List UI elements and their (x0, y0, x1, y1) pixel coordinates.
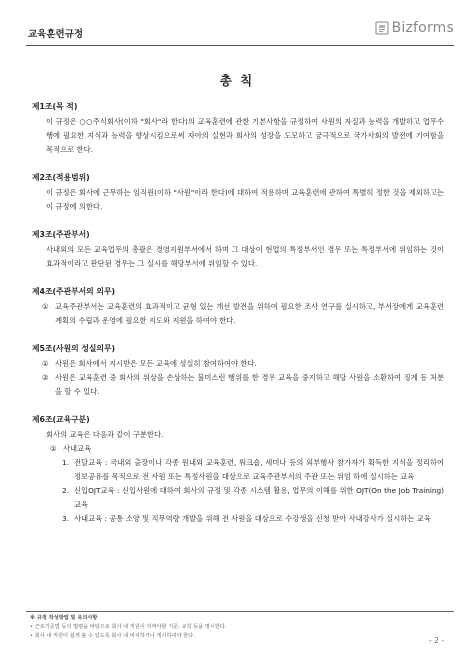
article-body: 사내외의 모든 교육업무의 총괄은 경영지원부서에서 하며 그 대상이 현업의 특정부서인 경우 또는 특정부서에 위임하는 것이 효과적이라고 판단된 경우는 그 실시를 해당부서에 위임할 수 있다. (46, 245, 444, 268)
article-intro: 회사의 교육은 다음과 같이 구분한다. (46, 430, 164, 439)
item-text: 교육주관부서는 교육훈련의 효과적이고 균형 있는 개선 발전을 위하여 필요한 조사 연구를 실시하고, 부서장에게 교육훈련계획의 수립과 운영에 필요한 지도와 지원을 하여야 한다. (55, 302, 444, 325)
sub-item-text: 전달교육 : 국내외 출장이나 각종 원내외 교육훈련, 워크숍, 세미나 등의 외부행사 참가자가 획득한 지식을 정리하여 정보공유를 목적으로 전 사원 또는 특정사원을 대상으로 교육주관부서의 주관 또는 위임 하에 실시하는 교육 (74, 458, 444, 481)
item-text: 사원은 교육훈련 중 회사의 위상을 손상하는 불미스런 행위를 한 경우 교육을 중지하고 해당 사원을 소환하여 징계 등 처분을 할 수 있다. (55, 373, 444, 396)
page-number: - 2 - (429, 636, 444, 645)
footnote-line: • 회사 내 직원이 쉽게 볼 수 있도록 회사 내 비치하거나 게시하여야 한다. (30, 633, 195, 639)
article-body: 이 규정은 ○○주식회사(이하 "회사"라 한다)의 교육훈련에 관한 기본사항을 규정하여 사원의 자질과 능력을 개발하고 업무수행에 필요한 지식과 능력을 향상시킴으로써 자아의 실현과 회사의 성장을 도모하고 궁극적으로 국가사회의 발전에 기여함을 목적으로 한다. (46, 117, 444, 154)
list-item (32, 442, 444, 456)
footer-divider (26, 611, 454, 612)
list-item (32, 300, 444, 328)
sub-item (32, 512, 444, 526)
footnote (30, 614, 227, 641)
sub-item-text: 사내교육 : 공통 소양 및 직무역량 개발을 위해 전 사원을 대상으로 수강생을 신청 받아 사내강사가 실시하는 교육 (74, 514, 431, 523)
sub-item-marker: 3. (62, 514, 69, 523)
article-4 (32, 285, 444, 328)
article-title: 제5조(사원의 성실의무) (32, 344, 116, 353)
sub-item-marker: 1. (62, 458, 69, 467)
sub-item (32, 456, 444, 484)
item-text: 사원은 회사에서 지시받은 모든 교육에 성실히 참여하여야 한다. (55, 359, 257, 368)
chapter-title: 총 칙 (219, 73, 255, 88)
list-item (32, 357, 444, 371)
footnote-line: • 근로기준법 등의 법령을 바탕으로 회사 내 직원이 지켜야할 기준, 규칙 등을 명시한다. (30, 624, 227, 630)
article-title: 제1조(목 적) (32, 102, 78, 111)
article-2 (32, 171, 444, 214)
document-title: 교육훈련규정 (28, 29, 84, 40)
article-5 (32, 342, 444, 399)
article-title: 제3조(주관부서) (32, 230, 90, 239)
sub-item (32, 484, 444, 512)
sub-item-marker: 2. (62, 486, 69, 495)
article-title: 제6조(교육구분) (32, 415, 90, 424)
article-title: 제2조(적용범위) (32, 173, 90, 182)
document-body (32, 100, 444, 540)
item-marker: ① (42, 359, 49, 368)
item-marker: ① (50, 444, 57, 453)
item-marker: ① (42, 302, 49, 311)
page-header (26, 20, 454, 46)
article-body: 이 규정은 회사에 근무하는 임직원(이하 "사원"이라 한다)에 대하여 적용하며 교육훈련에 관하여 특별히 정한 것을 제외하고는 이 규정에 의한다. (46, 188, 444, 211)
header-divider (26, 45, 454, 46)
sub-item-text: 신입OJT교육 : 신입사원에 대하여 회사의 규정 및 각종 시스템 활용, 업무의 이해를 위한 OJT(On the Job Training) 교육 (74, 486, 444, 509)
article-title: 제4조(주관부서의 의무) (32, 287, 116, 296)
article-3 (32, 228, 444, 271)
item-text: 사내교육 (63, 444, 92, 453)
article-1 (32, 100, 444, 157)
item-marker: ② (42, 373, 49, 382)
list-item (32, 371, 444, 399)
footnote-title: ※ 규정 작성방법 및 유의사항 (30, 615, 98, 621)
bizforms-logo-icon (375, 21, 389, 35)
bizforms-logo (375, 20, 454, 36)
logo-text: Bizforms (391, 20, 454, 36)
article-6 (32, 413, 444, 526)
